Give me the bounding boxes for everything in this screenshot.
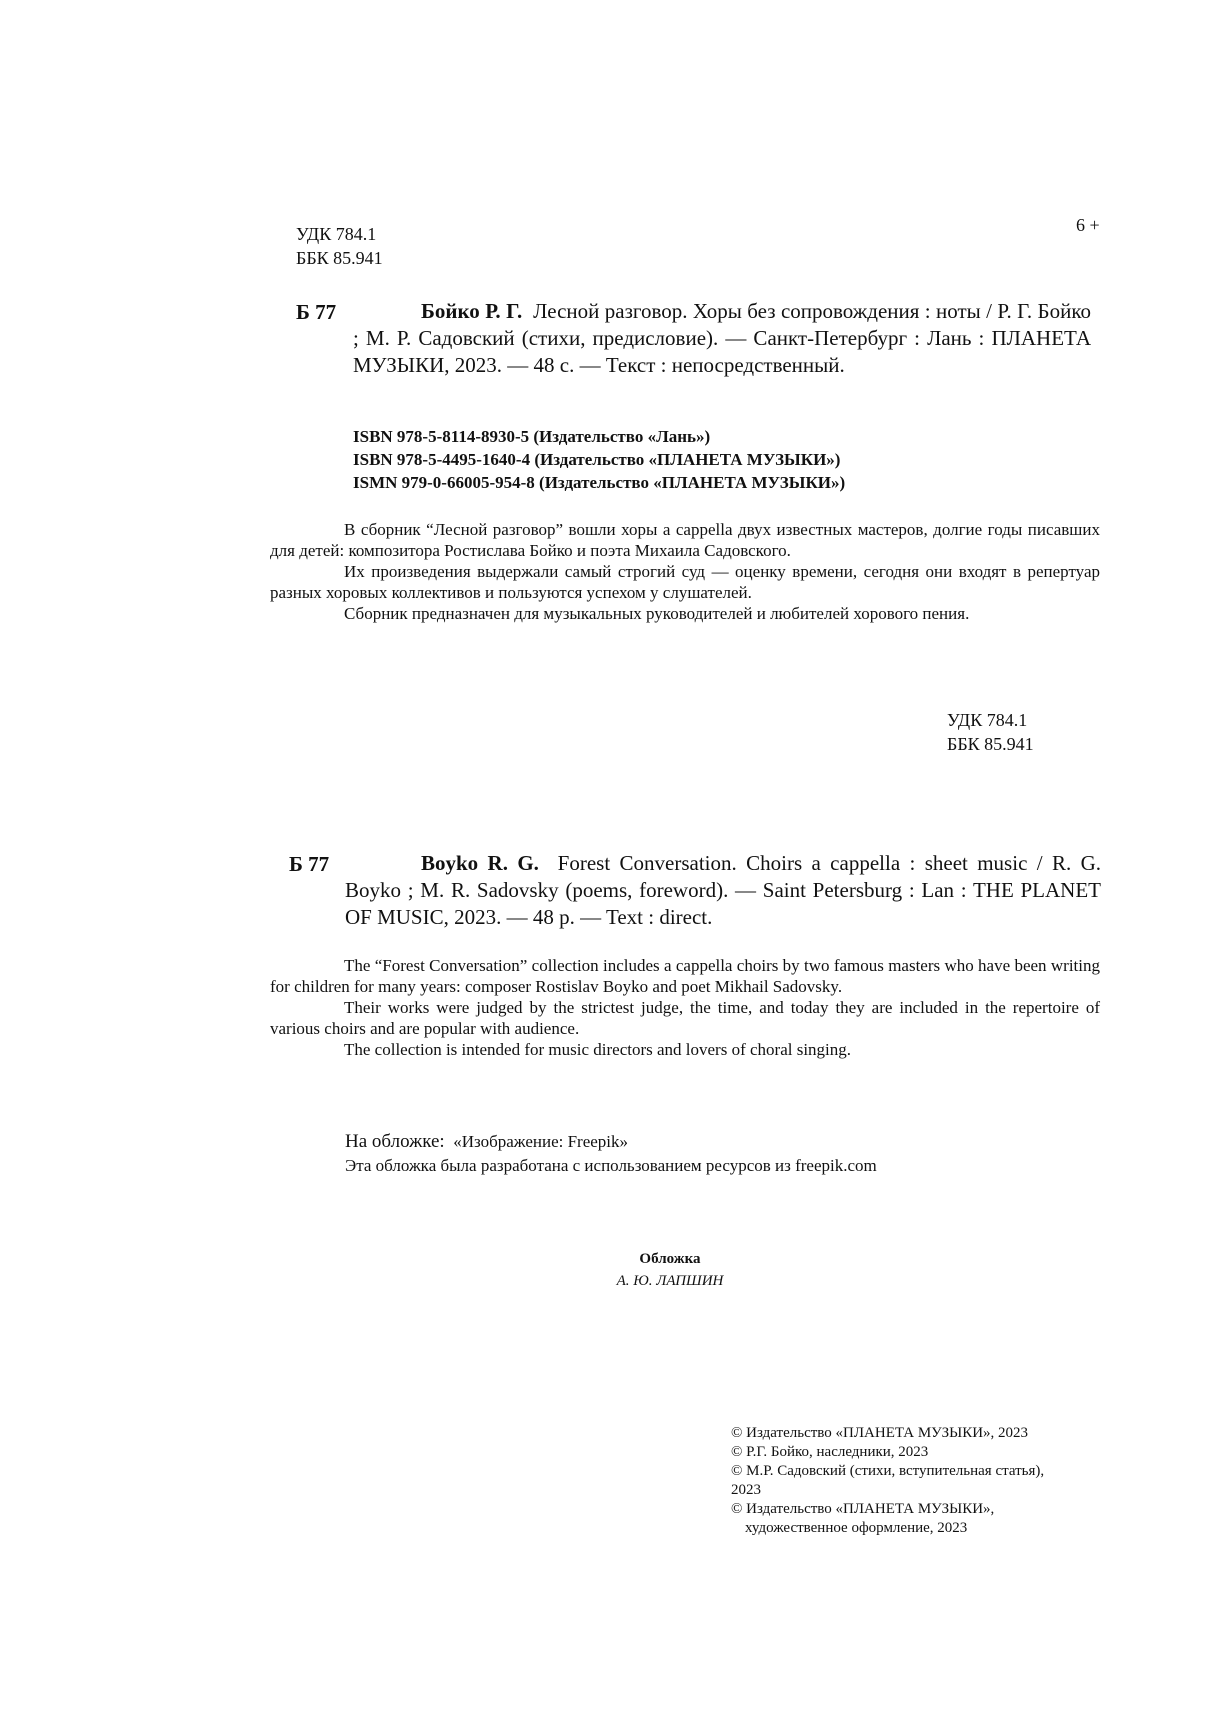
ru-bibliographic-entry [353, 298, 1091, 379]
annotation-paragraph: Сборник предназначен для музыкальных руководителей и любителей хорового пения. [344, 604, 970, 623]
en-author-cipher: Б 77 [289, 852, 330, 876]
annotation-paragraph: Их произведения выдержали самый строгий суд — оценку времени, сегодня они входят в репертуар разных хоровых коллективов и пользуются успехом у слушателей. [270, 562, 1100, 602]
bbk-code: ББК 85.941 [296, 248, 383, 268]
udk-code: УДК 784.1 [296, 224, 377, 244]
ru-annotation [270, 519, 1100, 624]
cover-note-credit: «Изображение: Freepik» [453, 1132, 629, 1151]
en-annotation [270, 955, 1100, 1060]
copyright-line: © М.Р. Садовский (стихи, вступительная статья), [731, 1463, 1045, 1479]
en-entry-text: Forest Conversation. Choirs a cappella : sheet music / R. G. Boyko ; M. R. Sadovsky (poems, foreword). — Saint Petersburg : Lan : THE PLANET OF MUSIC, 2023. — 48 p. — Text : direct. [345, 851, 1101, 929]
annotation-paragraph: The collection is intended for music directors and lovers of choral singing. [344, 1040, 852, 1059]
cover-designer-title: Обложка [639, 1251, 701, 1267]
cover-designer-name: А. Ю. ЛАПШИН [616, 1273, 724, 1289]
copyright-line: © Р.Г. Бойко, наследники, 2023 [731, 1444, 929, 1460]
ru-entry-text: Лесной разговор. Хоры без сопровождения : ноты / Р. Г. Бойко ; М. Р. Садовский (стихи, предисловие). — Санкт-Петербург : Лань : ПЛАНЕТА МУЗЫКИ, 2023. — 48 с. — Текст : непосредственный. [353, 299, 1091, 377]
copyright-line: художественное оформление, 2023 [745, 1520, 968, 1536]
bbk-code: ББК 85.941 [947, 734, 1034, 754]
ismn-line: ISMN 979-0-66005-954-8 (Издательство «ПЛАНЕТА МУЗЫКИ») [353, 473, 846, 492]
ru-author: Бойко Р. Г. [421, 299, 523, 323]
copyright-line: © Издательство «ПЛАНЕТА МУЗЫКИ», [731, 1501, 995, 1517]
cover-designer [560, 1248, 780, 1292]
mid-classification [947, 708, 1034, 756]
age-rating: 6 + [1076, 215, 1100, 235]
annotation-paragraph: Their works were judged by the strictest judge, the time, and today they are included in the repertoire of various choirs and are popular with audience. [270, 998, 1100, 1038]
cover-note-label: На обложке: [345, 1131, 445, 1152]
cover-note [345, 1130, 877, 1178]
copyright-line: © Издательство «ПЛАНЕТА МУЗЫКИ», 2023 [731, 1425, 1029, 1441]
en-author: Boyko R. G. [421, 851, 539, 875]
isbn-line: ISBN 978-5-8114-8930-5 (Издательство «Лань») [353, 427, 711, 446]
copyright-line: 2023 [731, 1482, 761, 1498]
udk-code: УДК 784.1 [947, 710, 1028, 730]
copyright-block [731, 1424, 1101, 1538]
annotation-paragraph: В сборник “Лесной разговор” вошли хоры a cappella двух известных мастеров, долгие годы писавших для детей: композитора Ростислава Бойко и поэта Михаила Садовского. [270, 520, 1100, 560]
en-bibliographic-entry [345, 850, 1101, 931]
annotation-paragraph: The “Forest Conversation” collection includes a cappella choirs by two famous masters who have been writing for children for many years: composer Rostislav Boyko and poet Mikhail Sadovsky. [270, 956, 1100, 996]
isbn-block [353, 425, 845, 494]
top-classification [296, 222, 383, 270]
cover-note-line: Эта обложка была разработана с использованием ресурсов из freepik.com [345, 1156, 877, 1175]
isbn-line: ISBN 978-5-4495-1640-4 (Издательство «ПЛАНЕТА МУЗЫКИ») [353, 450, 841, 469]
ru-author-cipher: Б 77 [296, 300, 337, 324]
